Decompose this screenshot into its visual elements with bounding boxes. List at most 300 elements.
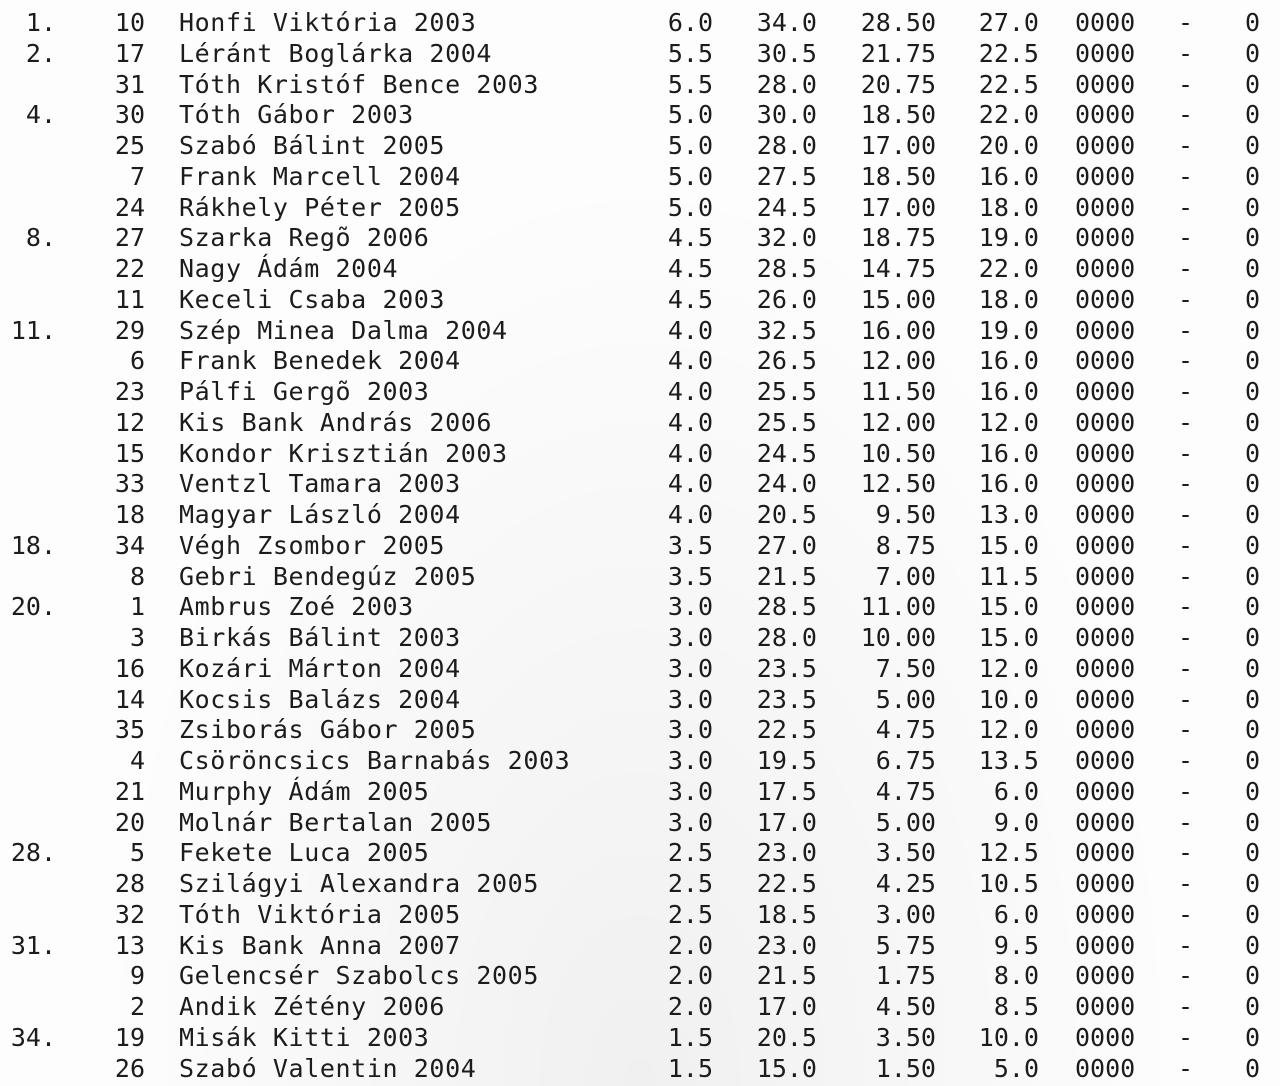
sonneborn-berger-cell: 10.50 (860, 438, 936, 468)
rating-cell: 0000 (1075, 530, 1136, 560)
start-number-cell: 17 (114, 38, 145, 68)
sonneborn-berger-cell: 7.50 (875, 653, 936, 683)
rating-cell: 0000 (1075, 869, 1136, 898)
tiebreak-cell: 16.0 (978, 469, 1039, 499)
dash-cell: - (1178, 776, 1194, 806)
dash-cell: - (1178, 315, 1194, 345)
table-row (0, 254, 1280, 285)
zero-cell: 0 (1244, 8, 1260, 37)
points-cell: 4.0 (667, 315, 713, 345)
zero-cell: 0 (1244, 561, 1260, 591)
tiebreak-cell: 22.5 (978, 38, 1039, 68)
player-name-cell: Ventzl Tamara 2003 (179, 469, 461, 499)
rating-cell: 0000 (1075, 161, 1136, 191)
rating-cell: 0000 (1075, 899, 1136, 929)
table-row (0, 70, 1280, 101)
player-name-cell: Frank Marcell 2004 (179, 161, 461, 191)
dash-cell: - (1178, 592, 1194, 622)
table-row (0, 654, 1280, 685)
table-row (0, 131, 1280, 162)
zero-cell: 0 (1244, 1053, 1260, 1083)
rank-cell: 11. (10, 315, 56, 345)
zero-cell: 0 (1244, 315, 1260, 345)
tiebreak-cell: 16.0 (978, 438, 1039, 468)
tiebreak-cell: 18.0 (978, 192, 1039, 222)
zero-cell: 0 (1244, 100, 1260, 130)
tiebreak-cell: 10.5 (978, 869, 1039, 898)
tiebreak-cell: 9.5 (993, 930, 1039, 960)
player-name-cell: Kis Bank Anna 2007 (179, 930, 461, 960)
dash-cell: - (1178, 38, 1194, 68)
table-row (0, 777, 1280, 808)
zero-cell: 0 (1244, 961, 1260, 991)
player-name-cell: Keceli Csaba 2003 (179, 284, 446, 314)
zero-cell: 0 (1244, 653, 1260, 683)
sonneborn-berger-cell: 17.00 (860, 192, 936, 222)
start-number-cell: 11 (114, 284, 145, 314)
sonneborn-berger-cell: 5.75 (875, 930, 936, 960)
dash-cell: - (1178, 8, 1194, 37)
table-row (0, 562, 1280, 593)
sonneborn-berger-cell: 6.75 (875, 746, 936, 775)
points-cell: 3.0 (667, 807, 713, 837)
sonneborn-berger-cell: 16.00 (860, 315, 936, 345)
buchholz-cell: 17.0 (756, 807, 817, 837)
points-cell: 2.5 (667, 838, 713, 868)
table-row (0, 316, 1280, 347)
sonneborn-berger-cell: 8.75 (875, 530, 936, 560)
dash-cell: - (1178, 69, 1194, 99)
buchholz-cell: 32.5 (756, 315, 817, 345)
start-number-cell: 28 (114, 869, 145, 898)
zero-cell: 0 (1244, 715, 1260, 745)
points-cell: 5.0 (667, 161, 713, 191)
buchholz-cell: 20.5 (756, 500, 817, 529)
start-number-cell: 4 (129, 746, 145, 775)
table-row (0, 838, 1280, 869)
points-cell: 6.0 (667, 8, 713, 37)
table-row (0, 592, 1280, 623)
dash-cell: - (1178, 1053, 1194, 1083)
dash-cell: - (1178, 377, 1194, 406)
points-cell: 4.5 (667, 223, 713, 253)
player-name-cell: Misák Kitti 2003 (179, 1022, 430, 1052)
start-number-cell: 31 (114, 69, 145, 99)
rank-cell: 31. (10, 930, 56, 960)
zero-cell: 0 (1244, 623, 1260, 652)
buchholz-cell: 17.5 (756, 776, 817, 806)
zero-cell: 0 (1244, 69, 1260, 99)
sonneborn-berger-cell: 21.75 (860, 38, 936, 68)
rating-cell: 0000 (1075, 254, 1136, 283)
player-name-cell: Csöröncsics Barnabás 2003 (179, 746, 571, 775)
points-cell: 2.5 (667, 899, 713, 929)
sonneborn-berger-cell: 18.50 (860, 161, 936, 191)
tiebreak-cell: 15.0 (978, 530, 1039, 560)
start-number-cell: 27 (114, 223, 145, 253)
player-name-cell: Kozári Márton 2004 (179, 653, 461, 683)
table-row (0, 961, 1280, 992)
sonneborn-berger-cell: 4.75 (875, 776, 936, 806)
sonneborn-berger-cell: 3.50 (875, 838, 936, 868)
zero-cell: 0 (1244, 438, 1260, 468)
rating-cell: 0000 (1075, 776, 1136, 806)
start-number-cell: 35 (114, 715, 145, 745)
start-number-cell: 1 (129, 592, 145, 622)
table-row (0, 808, 1280, 839)
points-cell: 3.0 (667, 746, 713, 775)
table-row (0, 869, 1280, 900)
start-number-cell: 33 (114, 469, 145, 499)
zero-cell: 0 (1244, 530, 1260, 560)
start-number-cell: 20 (114, 807, 145, 837)
sonneborn-berger-cell: 17.00 (860, 131, 936, 160)
table-row (0, 346, 1280, 377)
points-cell: 3.0 (667, 623, 713, 652)
dash-cell: - (1178, 961, 1194, 991)
player-name-cell: Szarka Regõ 2006 (179, 223, 430, 253)
tiebreak-cell: 16.0 (978, 377, 1039, 406)
dash-cell: - (1178, 869, 1194, 898)
buchholz-cell: 23.0 (756, 838, 817, 868)
start-number-cell: 24 (114, 192, 145, 222)
rating-cell: 0000 (1075, 746, 1136, 775)
player-name-cell: Molnár Bertalan 2005 (179, 807, 493, 837)
tiebreak-cell: 18.0 (978, 284, 1039, 314)
dash-cell: - (1178, 131, 1194, 160)
start-number-cell: 26 (114, 1053, 145, 1083)
sonneborn-berger-cell: 10.00 (860, 623, 936, 652)
rating-cell: 0000 (1075, 8, 1136, 37)
sonneborn-berger-cell: 28.50 (860, 8, 936, 37)
buchholz-cell: 27.5 (756, 161, 817, 191)
sonneborn-berger-cell: 5.00 (875, 684, 936, 714)
sonneborn-berger-cell: 14.75 (860, 254, 936, 283)
points-cell: 3.0 (667, 776, 713, 806)
dash-cell: - (1178, 469, 1194, 499)
rank-cell: 4. (25, 100, 56, 130)
rating-cell: 0000 (1075, 192, 1136, 222)
results-table (0, 8, 1280, 1084)
dash-cell: - (1178, 838, 1194, 868)
sonneborn-berger-cell: 12.50 (860, 469, 936, 499)
tiebreak-cell: 12.5 (978, 838, 1039, 868)
points-cell: 5.0 (667, 131, 713, 160)
player-name-cell: Ambrus Zoé 2003 (179, 592, 414, 622)
dash-cell: - (1178, 653, 1194, 683)
sonneborn-berger-cell: 3.50 (875, 1022, 936, 1052)
buchholz-cell: 25.5 (756, 377, 817, 406)
table-row (0, 193, 1280, 224)
tiebreak-cell: 12.0 (978, 407, 1039, 437)
zero-cell: 0 (1244, 131, 1260, 160)
buchholz-cell: 28.5 (756, 254, 817, 283)
sonneborn-berger-cell: 18.50 (860, 100, 936, 130)
rating-cell: 0000 (1075, 131, 1136, 160)
player-name-cell: Gelencsér Szabolcs 2005 (179, 961, 539, 991)
start-number-cell: 25 (114, 131, 145, 160)
zero-cell: 0 (1244, 899, 1260, 929)
tiebreak-cell: 16.0 (978, 161, 1039, 191)
points-cell: 3.5 (667, 530, 713, 560)
dash-cell: - (1178, 1022, 1194, 1052)
table-row (0, 531, 1280, 562)
points-cell: 5.0 (667, 100, 713, 130)
player-name-cell: Kondor Krisztián 2003 (179, 438, 508, 468)
sonneborn-berger-cell: 12.00 (860, 346, 936, 376)
tiebreak-cell: 13.5 (978, 746, 1039, 775)
player-name-cell: Birkás Bálint 2003 (179, 623, 461, 652)
buchholz-cell: 22.5 (756, 715, 817, 745)
tiebreak-cell: 9.0 (993, 807, 1039, 837)
player-name-cell: Tóth Gábor 2003 (179, 100, 414, 130)
rating-cell: 0000 (1075, 961, 1136, 991)
rating-cell: 0000 (1075, 377, 1136, 406)
buchholz-cell: 24.5 (756, 438, 817, 468)
points-cell: 5.0 (667, 192, 713, 222)
start-number-cell: 19 (114, 1022, 145, 1052)
tiebreak-cell: 15.0 (978, 592, 1039, 622)
buchholz-cell: 28.0 (756, 623, 817, 652)
dash-cell: - (1178, 684, 1194, 714)
buchholz-cell: 28.0 (756, 131, 817, 160)
start-number-cell: 14 (114, 684, 145, 714)
tiebreak-cell: 27.0 (978, 8, 1039, 37)
table-row (0, 992, 1280, 1023)
points-cell: 1.5 (667, 1053, 713, 1083)
player-name-cell: Zsiborás Gábor 2005 (179, 715, 477, 745)
rating-cell: 0000 (1075, 653, 1136, 683)
buchholz-cell: 18.5 (756, 899, 817, 929)
start-number-cell: 32 (114, 899, 145, 929)
zero-cell: 0 (1244, 223, 1260, 253)
dash-cell: - (1178, 161, 1194, 191)
rating-cell: 0000 (1075, 100, 1136, 130)
table-row (0, 900, 1280, 931)
dash-cell: - (1178, 346, 1194, 376)
tiebreak-cell: 16.0 (978, 346, 1039, 376)
player-name-cell: Szilágyi Alexandra 2005 (179, 869, 539, 898)
table-row (0, 1023, 1280, 1054)
zero-cell: 0 (1244, 807, 1260, 837)
rank-cell: 28. (10, 838, 56, 868)
player-name-cell: Fekete Luca 2005 (179, 838, 430, 868)
start-number-cell: 6 (129, 346, 145, 376)
tiebreak-cell: 10.0 (978, 1022, 1039, 1052)
sonneborn-berger-cell: 11.00 (860, 592, 936, 622)
points-cell: 5.5 (667, 69, 713, 99)
buchholz-cell: 28.0 (756, 69, 817, 99)
dash-cell: - (1178, 530, 1194, 560)
rating-cell: 0000 (1075, 315, 1136, 345)
rating-cell: 0000 (1075, 1022, 1136, 1052)
buchholz-cell: 30.0 (756, 100, 817, 130)
rating-cell: 0000 (1075, 807, 1136, 837)
rank-cell: 1. (25, 8, 56, 37)
player-name-cell: Végh Zsombor 2005 (179, 530, 446, 560)
sonneborn-berger-cell: 9.50 (875, 500, 936, 529)
tiebreak-cell: 12.0 (978, 653, 1039, 683)
tiebreak-cell: 15.0 (978, 623, 1039, 652)
table-row (0, 931, 1280, 962)
zero-cell: 0 (1244, 192, 1260, 222)
buchholz-cell: 21.5 (756, 561, 817, 591)
rank-cell: 20. (10, 592, 56, 622)
buchholz-cell: 22.5 (756, 869, 817, 898)
table-row (0, 685, 1280, 716)
start-number-cell: 18 (114, 500, 145, 529)
player-name-cell: Gebri Bendegúz 2005 (179, 561, 477, 591)
table-row (0, 377, 1280, 408)
sonneborn-berger-cell: 5.00 (875, 807, 936, 837)
sonneborn-berger-cell: 4.25 (875, 869, 936, 898)
sonneborn-berger-cell: 4.50 (875, 992, 936, 1021)
rating-cell: 0000 (1075, 561, 1136, 591)
zero-cell: 0 (1244, 838, 1260, 868)
player-name-cell: Honfi Viktória 2003 (179, 8, 477, 37)
table-row (0, 408, 1280, 439)
start-number-cell: 13 (114, 930, 145, 960)
points-cell: 2.0 (667, 961, 713, 991)
sonneborn-berger-cell: 11.50 (860, 377, 936, 406)
table-row (0, 715, 1280, 746)
tiebreak-cell: 22.5 (978, 69, 1039, 99)
buchholz-cell: 19.5 (756, 746, 817, 775)
start-number-cell: 8 (129, 561, 145, 591)
rating-cell: 0000 (1075, 38, 1136, 68)
buchholz-cell: 32.0 (756, 223, 817, 253)
points-cell: 4.0 (667, 407, 713, 437)
zero-cell: 0 (1244, 684, 1260, 714)
tiebreak-cell: 6.0 (993, 899, 1039, 929)
table-row (0, 746, 1280, 777)
table-row (0, 500, 1280, 531)
player-name-cell: Kocsis Balázs 2004 (179, 684, 461, 714)
rating-cell: 0000 (1075, 469, 1136, 499)
sonneborn-berger-cell: 18.75 (860, 223, 936, 253)
start-number-cell: 5 (129, 838, 145, 868)
dash-cell: - (1178, 254, 1194, 283)
buchholz-cell: 25.5 (756, 407, 817, 437)
zero-cell: 0 (1244, 161, 1260, 191)
tiebreak-cell: 12.0 (978, 715, 1039, 745)
table-row (0, 162, 1280, 193)
zero-cell: 0 (1244, 1022, 1260, 1052)
tiebreak-cell: 22.0 (978, 254, 1039, 283)
zero-cell: 0 (1244, 869, 1260, 898)
player-name-cell: Magyar László 2004 (179, 500, 461, 529)
rating-cell: 0000 (1075, 500, 1136, 529)
start-number-cell: 15 (114, 438, 145, 468)
zero-cell: 0 (1244, 992, 1260, 1021)
dash-cell: - (1178, 746, 1194, 775)
rank-cell: 2. (25, 38, 56, 68)
buchholz-cell: 28.5 (756, 592, 817, 622)
sonneborn-berger-cell: 4.75 (875, 715, 936, 745)
tiebreak-cell: 5.0 (993, 1053, 1039, 1083)
points-cell: 4.0 (667, 500, 713, 529)
start-number-cell: 3 (129, 623, 145, 652)
table-row (0, 39, 1280, 70)
rank-cell: 18. (10, 530, 56, 560)
tiebreak-cell: 6.0 (993, 776, 1039, 806)
dash-cell: - (1178, 407, 1194, 437)
dash-cell: - (1178, 284, 1194, 314)
rating-cell: 0000 (1075, 592, 1136, 622)
zero-cell: 0 (1244, 930, 1260, 960)
player-name-cell: Kis Bank András 2006 (179, 407, 493, 437)
zero-cell: 0 (1244, 746, 1260, 775)
start-number-cell: 10 (114, 8, 145, 37)
rating-cell: 0000 (1075, 438, 1136, 468)
buchholz-cell: 15.0 (756, 1053, 817, 1083)
tiebreak-cell: 8.0 (993, 961, 1039, 991)
buchholz-cell: 23.5 (756, 684, 817, 714)
zero-cell: 0 (1244, 346, 1260, 376)
buchholz-cell: 20.5 (756, 1022, 817, 1052)
rating-cell: 0000 (1075, 407, 1136, 437)
zero-cell: 0 (1244, 776, 1260, 806)
tiebreak-cell: 19.0 (978, 315, 1039, 345)
rating-cell: 0000 (1075, 223, 1136, 253)
zero-cell: 0 (1244, 284, 1260, 314)
dash-cell: - (1178, 100, 1194, 130)
zero-cell: 0 (1244, 592, 1260, 622)
player-name-cell: Léránt Boglárka 2004 (179, 38, 493, 68)
dash-cell: - (1178, 561, 1194, 591)
player-name-cell: Szép Minea Dalma 2004 (179, 315, 508, 345)
player-name-cell: Pálfi Gergõ 2003 (179, 377, 430, 406)
rating-cell: 0000 (1075, 838, 1136, 868)
start-number-cell: 30 (114, 100, 145, 130)
dash-cell: - (1178, 930, 1194, 960)
dash-cell: - (1178, 223, 1194, 253)
points-cell: 3.5 (667, 561, 713, 591)
tiebreak-cell: 20.0 (978, 131, 1039, 160)
dash-cell: - (1178, 715, 1194, 745)
player-name-cell: Rákhely Péter 2005 (179, 192, 461, 222)
start-number-cell: 22 (114, 254, 145, 283)
points-cell: 3.0 (667, 715, 713, 745)
player-name-cell: Tóth Viktória 2005 (179, 899, 461, 929)
table-row (0, 223, 1280, 254)
points-cell: 2.5 (667, 869, 713, 898)
buchholz-cell: 26.0 (756, 284, 817, 314)
table-row (0, 623, 1280, 654)
start-number-cell: 9 (129, 961, 145, 991)
start-number-cell: 21 (114, 776, 145, 806)
points-cell: 2.0 (667, 930, 713, 960)
player-name-cell: Szabó Valentin 2004 (179, 1053, 477, 1083)
player-name-cell: Nagy Ádám 2004 (179, 254, 399, 283)
tiebreak-cell: 10.0 (978, 684, 1039, 714)
sonneborn-berger-cell: 12.00 (860, 407, 936, 437)
points-cell: 4.0 (667, 377, 713, 406)
dash-cell: - (1178, 623, 1194, 652)
buchholz-cell: 34.0 (756, 8, 817, 37)
buchholz-cell: 30.5 (756, 38, 817, 68)
table-row (0, 469, 1280, 500)
points-cell: 2.0 (667, 992, 713, 1021)
start-number-cell: 2 (129, 992, 145, 1021)
rating-cell: 0000 (1075, 930, 1136, 960)
points-cell: 4.0 (667, 438, 713, 468)
rating-cell: 0000 (1075, 992, 1136, 1021)
start-number-cell: 12 (114, 407, 145, 437)
dash-cell: - (1178, 500, 1194, 529)
dash-cell: - (1178, 899, 1194, 929)
points-cell: 5.5 (667, 38, 713, 68)
